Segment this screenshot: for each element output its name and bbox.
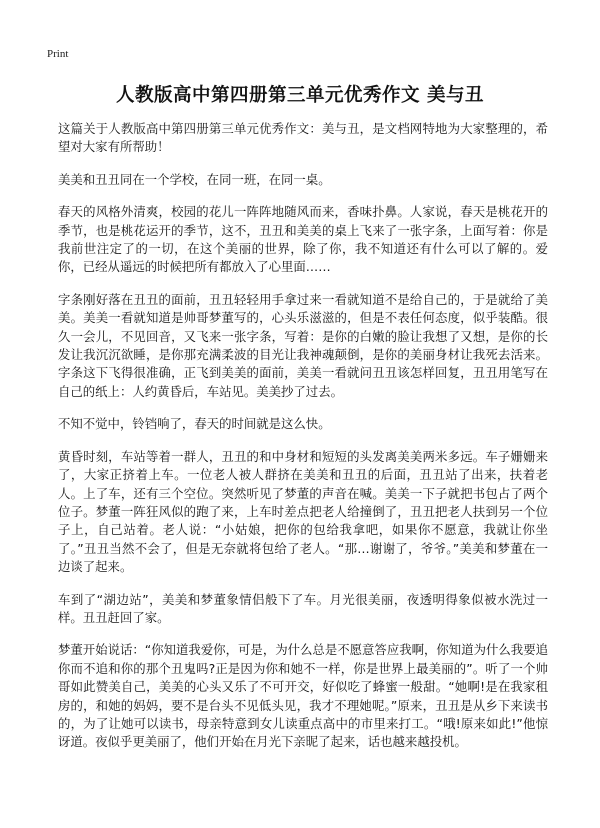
paragraph-2: 美美和丑丑同在一个学校，在同一班，在同一桌。: [58, 171, 331, 187]
paragraph-8: 梦董开始说话：“你知道我爱你，可是，为什么总是不愿意答应我啊，你知道为什么我要追你而不追和你的那个丑鬼吗?正是因为你和她不一样，你是世界上最美丽的”。听了一个帅哥如此赞美自己，美美的心头又乐了不可开交，好似吃了蜂蜜一般甜。“她啊!是在我家租房的，和她的妈妈，要不是台头不见低头见，我才不理她呢。”原来，丑丑是从乡下来读书的，为了让她可以读书，母亲特意到女儿读重点高中的市里来打工。“哦!原来如此!”他惊讶道。夜似乎更美丽了，他们开始在月光下亲昵了起来，话也越来越投机。: [58, 642, 548, 750]
paragraph-4: 字条刚好落在丑丑的面前，丑丑轻轻用手拿过来一看就知道不是给自己的，于是就给了美美。美美一看就知道是帅哥梦董写的，心头乐滋滋的，但是不表任何态度，似乎装酷。很久一会儿，不见回音，又飞来一张字条，写着：是你的白嫩的脸让我想了又想，是你的长发让我沉沉欲睡，是你那充满柔波的目光让我神魂颠倒，是你的美丽身材让我死去活来。字条这下飞得很准确，正飞到美美的面前，美美一看就问丑丑该怎样回复，丑丑用笔写在自己的纸上：人约黄昏后，车站见。美美抄了过去。: [58, 291, 548, 399]
document-title: 人教版高中第四册第三单元优秀作文 美与丑: [116, 85, 484, 106]
document-body: [58, 120, 548, 766]
print-label: Print: [47, 48, 69, 60]
paragraph-5: 不知不觉中，铃铛响了，春天的时间就是这么快。: [58, 416, 331, 432]
paragraph-7: 车到了“湖边站”，美美和梦董象情侣般下了车。月光很美丽，夜透明得象似被水洗过一样。丑丑赶回了家。: [58, 591, 548, 625]
paragraph-6: 黄昏时刻，车站等着一群人，丑丑的和中身材和短短的头发离美美两米多远。车子姗姗来了，大家正挤着上车。一位老人被人群挤在美美和丑丑的后面，丑丑站了出来，扶着老人。上了车，还有三个空位。突然听见了梦董的声音在喊。美美一下子就把书包占了两个位子。梦董一阵狂风似的跑了来，上车时差点把老人给撞倒了，丑丑把老人扶到另一个位子上，自己站着。老人说：“小姑娘，把你的包给我拿吧，如果你不愿意，我就让你坐了。”丑丑当然不会了，但是无奈就将包给了老人。“那…谢谢了，爷爷。”美美和梦董在一边谈了起来。: [58, 448, 548, 575]
paragraph-intro: 这篇关于人教版高中第四册第三单元优秀作文：美与丑，是文档网特地为大家整理的，希望对大家有所帮助！: [58, 121, 548, 155]
paragraph-3: 春天的风格外清爽，校园的花儿一阵阵地随风而来，香味扑鼻。人家说，春天是桃花开的季节，也是桃花运开的季节，这不，丑丑和美美的桌上飞来了一张字条，上面写着：你是我前世注定了的一切，在这个美丽的世界，除了你，我不知道还有什么可以了解的。爱你，已经从遥远的时候把所有都放入了心里面……: [58, 204, 548, 275]
